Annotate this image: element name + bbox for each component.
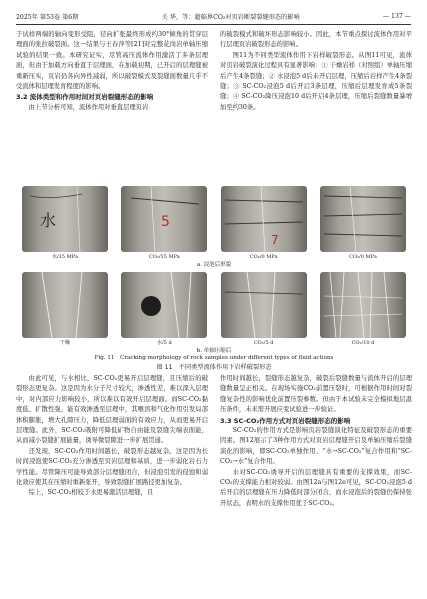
paragraph: 还发现，SC-CO₂作用时间越长，破裂形态越复杂。这是因为长时间浸泡使SC-CO₂充分渗透至页岩层理和基质，进一步弱化岩石力学性能。尽管降压可能导致部分层理缝闭合，但浸泡引发的侵蚀和弱化效应使其在压缩时重新张开，导致裂缝扩展路径更加复杂。 — [16, 447, 208, 487]
fracture-sketch — [121, 272, 207, 338]
page-header — [16, 10, 411, 25]
left-column-top — [16, 30, 208, 113]
fracture-sketch — [320, 186, 406, 252]
rock-sample-image — [22, 272, 108, 338]
paragraph: SC-CO₂的作用方式是影响页岩裂缝演化特征及破裂形态的重要因素。图12展示了3种作用方式对页岩层理缝开启及单轴压缩后裂缝演化的影响，即SC-CO₂单独作用、“水→SC-CO₂”复合作用和“SC-CO₂→水”复合作用。 — [220, 427, 412, 466]
sample-panel — [221, 272, 307, 347]
subfigure-label-b: b. 单轴压缩后 — [196, 348, 232, 354]
fracture-sketch — [320, 272, 406, 338]
svg-text:7: 7 — [270, 233, 279, 247]
figure-11 — [22, 186, 406, 356]
subfigure-label-a: a. 浸泡后形貌 — [196, 262, 232, 268]
right-column-bottom — [220, 374, 412, 509]
paragraph: 作用时间越长，裂缝形态越复杂，破裂后裂缝数量与流体开启的层理缝数量呈正相关。在现场实施CO₂前置压裂时，可根据作用时间对裂缝复杂性的影响优化前置压裂参数。但由于本试验未完全模拟地层温压条件，未来需开展应变试验进一步验证。 — [220, 375, 412, 414]
fracture-sketch — [221, 272, 307, 338]
paragraph: 图11为不同类型流体作用下岩样破裂形态。从图11可见，流体对页岩破裂演化过程具有显著影响：① 干燥岩样（对照组）单轴压缩后产生4条裂缝；② 水浸泡5 d后未开启层理，压缩后岩样产生4条裂缝；③ SC-CO₂浸泡5 d后开启3条层理，压缩后层理发育成5条裂缝；④ SC-CO₂降压浸泡10 d后开启4条层理，压缩后裂缝数量暴增加至约30条。 — [220, 51, 412, 111]
running-title: 关 华，等：超临界CO₂对页岩断裂裂缝形态的影响 — [161, 14, 300, 21]
journal-issue: 2025年 第53卷 第6期 — [16, 14, 79, 21]
paragraph: 水对SC-CO₂诱导开启的层理缝具有重要的支撑效果，而SC-CO₂的支撑能力相对较弱。由图12a与图12e可见，SC-CO₂浸泡5 d后开启的层理缝在压力降低时部分闭合，而水浸泡后的裂缝仍保持张开状态，表明水的支撑作用优于SC-CO₂。 — [220, 468, 412, 507]
sample-label: CO₂/15 MPa — [148, 254, 180, 260]
sample-label: 水/5 d — [157, 340, 172, 346]
left-column-bottom — [16, 374, 208, 499]
right-column-top — [220, 30, 412, 113]
sample-panel — [22, 272, 108, 347]
paragraph: 的破裂模式和破坏形态影响较小。因此，本节重点探讨流体作用对平行层理页岩破裂形态的影响。 — [220, 31, 412, 49]
rock-sample-image — [221, 186, 307, 252]
section-heading-3-3: 3.3 SC-CO₂作用方式对页岩裂缝形态的影响 — [220, 416, 351, 425]
paragraph: 由上节分析可知，流体作用对垂直层理页岩 — [28, 103, 149, 111]
rock-sample-image — [121, 186, 207, 252]
fracture-sketch — [221, 186, 307, 252]
sample-panel — [121, 272, 207, 347]
sample-label: CO₂/0 MPa — [249, 254, 278, 260]
paragraph: 于试样两端的轴向变形受阻，径向扩张最终形成约30°倾角的贯穿层理面的张拉破裂面。这一结果与王春萍等[21]对完整花岗岩单轴压缩试验的结果一致。本研究证实，尽管高压流体作用激活了多条层理面，但由于加载方向垂直于层理面，在加载初期，已开启的层理缝被重新压实，页岩仍各向异性减弱，所以破裂模式及裂缝面数量几乎不受流体和层理发育程度的影响。 — [16, 31, 208, 91]
svg-text:水: 水 — [40, 211, 57, 230]
rock-sample-image — [320, 186, 406, 252]
figure-row-a — [22, 186, 406, 261]
fracture-sketch — [121, 186, 207, 252]
rock-sample-image — [22, 186, 108, 252]
sample-panel — [320, 186, 406, 261]
figure-row-b — [22, 272, 406, 347]
rock-sample-image — [121, 272, 207, 338]
rock-sample-image — [221, 272, 307, 338]
svg-text:5: 5 — [161, 214, 171, 230]
section-heading-3-2: 3.2 流体类型和作用时间对页岩裂缝形态的影响 — [16, 93, 154, 102]
sample-label: 水/15 MPa — [52, 254, 78, 260]
fracture-sketch — [22, 272, 108, 338]
sample-label: 干燥 — [59, 340, 70, 346]
fracture-sketch — [22, 186, 108, 252]
rock-sample-image — [320, 272, 406, 338]
paragraph: 由此可见，与水相比，SC-CO₂更易开启层理缝，且压缩后的破裂形态更复杂。这是因为水分子尺寸较大，渗透性差，难以深入层理中，对内部应力影响较小，所以难以有效开启层理面。而SC-CO₂黏度低、扩散性强，能有效渗透至层理中，其喉溶和气化作用引发局部体积膨胀，增大孔隙压力，降低层理弱面的有效应力，从而更易开启层理缝。此外，SC-CO₂吸附可降低矿物自由能及裂缝尖端表面能，从而减小裂缝扩展能量，诱导微裂隙进一步扩展贯通。 — [16, 375, 208, 445]
page-number: — 137 — — [382, 13, 411, 20]
sample-label: CO₂/10 d — [351, 340, 375, 346]
sample-panel — [121, 186, 207, 261]
figure-caption-en: Fig. 11 Cracking morphology of rock samples under different types of fluid actions — [94, 355, 334, 361]
sample-label: CO₂/5 d — [253, 340, 274, 346]
sample-panel — [320, 272, 406, 347]
sample-panel — [221, 186, 307, 261]
sample-label: CO₂/0 MPa — [349, 254, 377, 260]
paragraph: 综上，SC-CO₂相较于水更易激活层理缝，且 — [28, 489, 154, 497]
sample-panel — [22, 186, 108, 261]
figure-caption-cn: 图 11 不同类型流体作用下岩样破裂形态 — [156, 364, 272, 371]
